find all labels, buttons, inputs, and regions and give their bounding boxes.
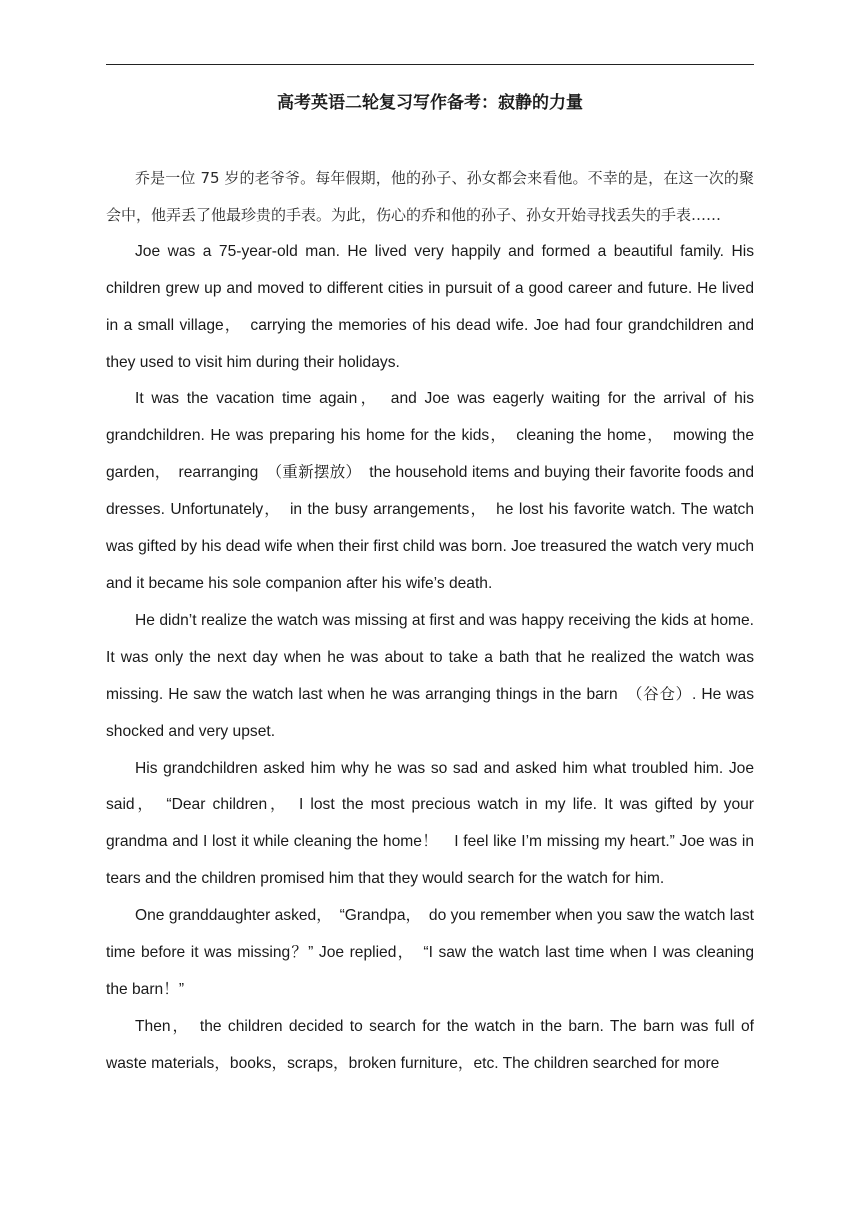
header-rule [106, 64, 754, 65]
paragraph: Joe was a 75-year-old man. He lived very happily and formed a beautiful family. His children grew up and moved to different cities in pursuit of a good career and future. He lived in a small village， carrying the memories of his dead wife. Joe had four grandchildren and they used to visit him during their holidays. [106, 242, 754, 371]
paragraph: He didn’t realize the watch was missing at first and was happy receiving the kids at home. It was only the next day when he was about to take a bath that he realized the watch was missing. He saw the watch last when he was arranging things in the barn （谷仓）. He was shocked and very upset. [106, 611, 754, 740]
paragraph: His grandchildren asked him why he was so sad and asked him what troubled him. Joe said， “Dear children， I lost the most precious watch in my life. It was gifted by your grandma and I lost it while cleaning the home！ I feel like I’m missing my heart.” Joe was in tears and the children promised him that they would search for the watch for him. [106, 759, 754, 888]
paragraph-chinese-intro: 乔是一位 75 岁的老爷爷。每年假期，他的孙子、孙女都会来看他。不幸的是，在这一次的聚会中，他弄丢了他最珍贵的手表。为此，伤心的乔和他的孙子、孙女开始寻找丢失的手表…… [106, 169, 754, 224]
paragraph: It was the vacation time again， and Joe was eagerly waiting for the arrival of his grandchildren. He was preparing his home for the kids， cleaning the home， mowing the garden， rearranging （重新摆放） the household items and buying their favorite foods and dresses. Unfortunately， in the busy arrangements， he lost his favorite watch. The watch was gifted by his dead wife when their first child was born. Joe treasured the watch very much and it became his sole companion after his wife’s death. [106, 390, 754, 592]
paragraph: One granddaughter asked， “Grandpa， do you remember when you saw the watch last time before it was missing？” Joe replied， “I saw the watch last time when I was cleaning the barn！” [106, 907, 754, 998]
document-title: 高考英语二轮复习写作备考：寂静的力量 [277, 93, 583, 113]
document-body [106, 160, 754, 1083]
paragraph: Then， the children decided to search for the watch in the barn. The barn was full of waste materials，books，scraps，broken furniture，etc. The children searched for more [106, 1017, 754, 1072]
